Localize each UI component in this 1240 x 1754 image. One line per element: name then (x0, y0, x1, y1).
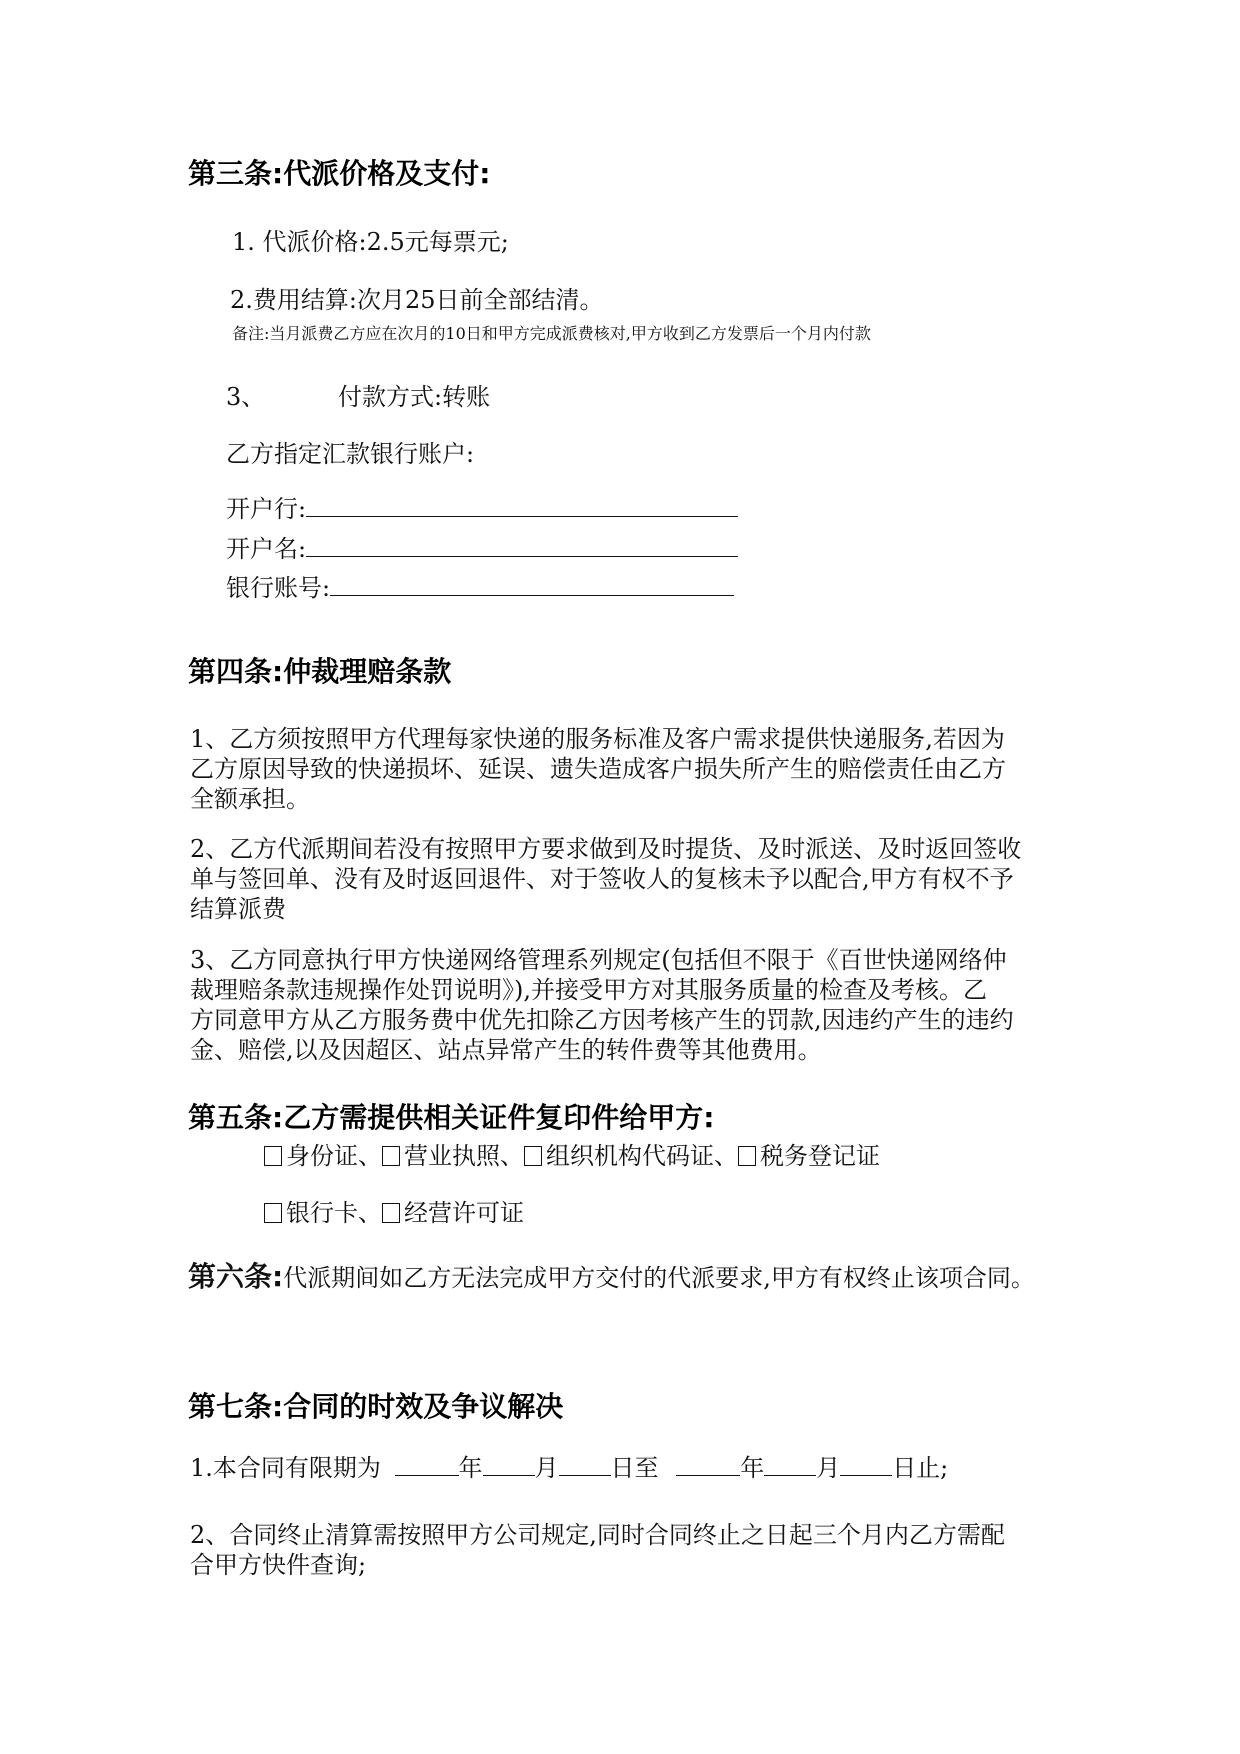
paragraph-line: 2、乙方代派期间若没有按照甲方要求做到及时提货、及时派送、及时返回签收 (190, 835, 1022, 863)
org-code-checkbox[interactable] (524, 1146, 542, 1166)
account-name-blank[interactable] (306, 534, 738, 557)
article-5-heading: 第五条:乙方需提供相关证件复印件给甲方: (188, 1101, 715, 1134)
article-7-heading: 第七条:合同的时效及争议解决 (188, 1390, 564, 1423)
account-name-label: 开户名: (226, 535, 307, 563)
end-year-blank[interactable] (676, 1453, 740, 1476)
account-number-blank[interactable] (330, 573, 734, 596)
paragraph-line: 3、乙方同意执行甲方快递网络管理系列规定(包括但不限于《百世快递网络仲 (190, 946, 1007, 974)
account-name-row (226, 532, 738, 566)
start-day-blank[interactable] (559, 1453, 611, 1476)
article-3-heading: 第三条:代派价格及支付: (188, 157, 491, 190)
paragraph-line: 全额承担。 (190, 785, 310, 813)
article-6 (188, 1260, 1035, 1295)
account-number-label: 银行账号: (226, 574, 331, 602)
day-end-label: 日止; (892, 1454, 949, 1482)
account-number-row (226, 571, 734, 605)
paragraph-line: 乙方原因导致的快递损坏、延误、遗失造成客户损失所产生的赔偿责任由乙方 (190, 755, 1006, 783)
bank-name-label: 开户行: (226, 495, 307, 523)
article-7-paragraph-2 (190, 1520, 1070, 1580)
bank-account-intro: 乙方指定汇款银行账户: (226, 440, 475, 468)
paragraph-line: 金、赔偿,以及因超区、站点异常产生的转件费等其他费用。 (190, 1036, 822, 1064)
id-card-checkbox[interactable] (264, 1146, 282, 1166)
article-4-heading: 第四条:仲裁理赔条款 (188, 655, 452, 688)
start-year-blank[interactable] (395, 1453, 459, 1476)
month-label: 月 (816, 1454, 841, 1482)
article-4-paragraph-1 (190, 724, 1070, 814)
doc-label: 组织机构代码证、 (546, 1142, 738, 1170)
bank-card-checkbox[interactable] (264, 1203, 282, 1223)
article-6-heading: 第六条: (188, 1260, 284, 1293)
paragraph-line: 合甲方快件查询; (190, 1551, 367, 1579)
month-label: 月 (534, 1454, 559, 1482)
paragraph-line: 2、合同终止清算需按照甲方公司规定,同时合同终止之日起三个月内乙方需配 (190, 1521, 1005, 1549)
article-6-text: 代派期间如乙方无法完成甲方交付的代派要求,甲方有权终止该项合同。 (283, 1264, 1035, 1292)
paragraph-line: 单与签回单、没有及时返回退件、对于签收人的复核未予以配合,甲方有权不予 (190, 865, 1014, 893)
bank-name-blank[interactable] (306, 494, 738, 517)
doc-label: 税务登记证 (760, 1142, 880, 1170)
year-label: 年 (740, 1454, 765, 1482)
term-prefix: 1.本合同有限期为 (190, 1454, 381, 1482)
operating-permit-checkbox[interactable] (382, 1203, 400, 1223)
end-day-blank[interactable] (840, 1453, 892, 1476)
doc-label: 银行卡、 (286, 1199, 382, 1227)
contract-term-row (190, 1451, 948, 1485)
article-3-item-2: 2.费用结算:次月25日前全部结清。 (230, 286, 604, 314)
doc-label: 身份证、 (286, 1142, 382, 1170)
article-3-item-1: 1. 代派价格:2.5元每票元; (232, 228, 509, 256)
tax-registration-checkbox[interactable] (738, 1146, 756, 1166)
paragraph-line: 裁理赔条款违规操作处罚说明》),并接受甲方对其服务质量的检查及考核。乙 (190, 976, 987, 1004)
article-3-note: 备注:当月派费乙方应在次月的10日和甲方完成派费核对,甲方收到乙方发票后一个月内付款 (232, 324, 871, 343)
bank-name-row (226, 492, 738, 526)
paragraph-line: 1、乙方须按照甲方代理每家快递的服务标准及客户需求提供快递服务,若因为 (190, 725, 1005, 753)
article-3-item-3-number: 3、 (226, 383, 266, 411)
documents-row-1 (264, 1139, 880, 1173)
article-4-paragraph-2 (190, 834, 1070, 924)
start-month-blank[interactable] (483, 1453, 535, 1476)
documents-row-2 (264, 1196, 524, 1230)
doc-label: 经营许可证 (404, 1199, 524, 1227)
doc-label: 营业执照、 (404, 1142, 524, 1170)
article-4-paragraph-3 (190, 945, 1070, 1065)
article-3-item-3-text: 付款方式:转账 (338, 383, 491, 411)
end-month-blank[interactable] (764, 1453, 816, 1476)
paragraph-line: 方同意甲方从乙方服务费中优先扣除乙方因考核产生的罚款,因违约产生的违约 (190, 1006, 1014, 1034)
business-license-checkbox[interactable] (382, 1146, 400, 1166)
day-to-label: 日至 (610, 1454, 659, 1482)
year-label: 年 (458, 1454, 483, 1482)
paragraph-line: 结算派费 (190, 895, 286, 923)
